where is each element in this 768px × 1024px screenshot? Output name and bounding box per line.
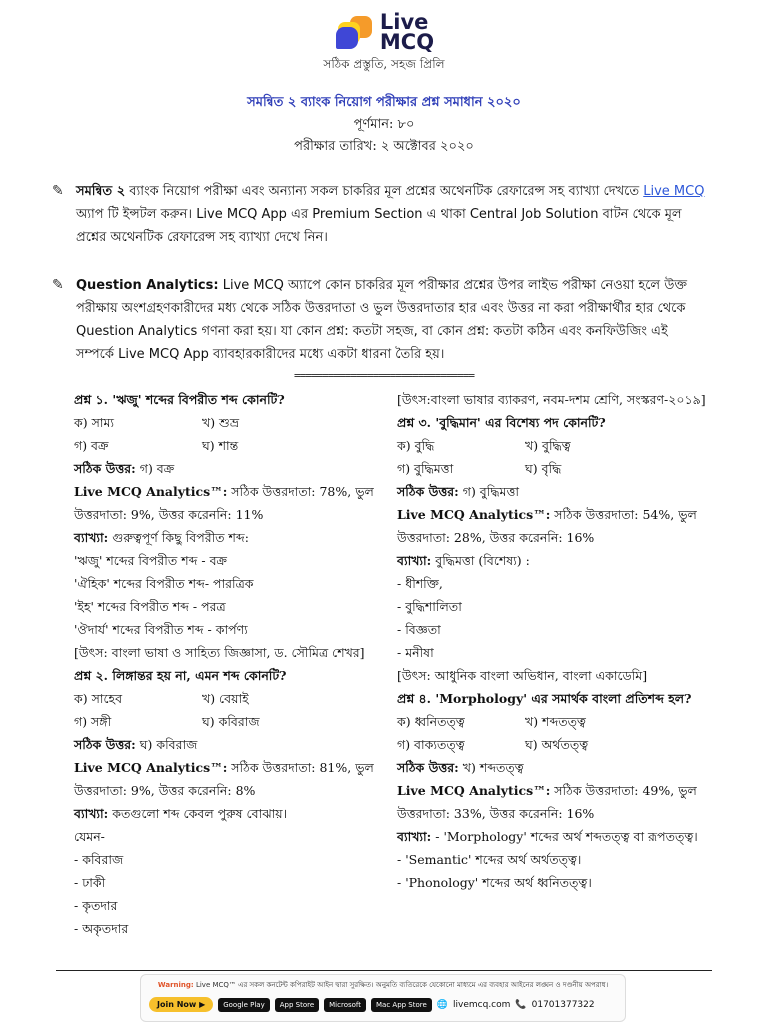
option: ক) বুদ্ধি [397, 438, 435, 453]
question-4-options [397, 710, 717, 756]
option: গ) বুদ্ধিমত্তা [397, 461, 454, 476]
logo-line1: Live [379, 10, 429, 34]
option: ঘ) শান্ত [202, 438, 239, 453]
explanation-line: - মনীষা [397, 645, 434, 660]
phone-number: 01701377322 [531, 999, 595, 1010]
explanation-line: - কবিরাজ [74, 852, 124, 867]
question-1: প্রশ্ন ১. 'ঋজু' শব্দের বিপরীত শব্দ কোনটি? [74, 392, 285, 407]
tagline: সঠিক প্রস্তুতি, সহজ প্রিলি [323, 57, 445, 71]
option: ক) ধ্বনিতত্ত্ব [397, 714, 465, 729]
explanation-1: ব্যাখ্যা: গুরুত্বপূর্ণ কিছু বিপরীত শব্দ: [74, 530, 249, 545]
answer-2: সঠিক উত্তর: ঘ) কবিরাজ [74, 737, 198, 752]
answer-1: সঠিক উত্তর: গ) বক্র [74, 461, 175, 476]
right-column [397, 388, 717, 894]
source-citation: [উৎস: বাংলা ভাষা ও সাহিত্য জিজ্ঞাসা, ড. সৌমিত্র শেখর] [74, 645, 365, 660]
explanation-line: 'ঔদার্য' শব্দের বিপরীত শব্দ - কার্পণ্য [74, 622, 248, 637]
option: খ) শুভ্র [202, 415, 240, 430]
intro-install-paragraph [52, 180, 706, 249]
intro1-bold: সমন্বিত ২ [76, 184, 126, 199]
exam-date: পরীক্ষার তারিখ: ২ অক্টোবর ২০২০ [294, 139, 474, 154]
pen-icon: ✎ [52, 277, 64, 293]
total-marks: পূর্ণমান: ৮০ [353, 117, 415, 132]
live-mcq-logo [334, 12, 434, 52]
explanation-line: - অকৃতদার [74, 921, 129, 936]
option: ঘ) অর্থতত্ত্ব [525, 737, 589, 752]
option: ঘ) বৃদ্ধি [525, 461, 562, 476]
intro2-bold: Question Analytics: [76, 278, 219, 293]
explanation-line: যেমন- [74, 829, 105, 844]
option: খ) বেয়াই [202, 691, 249, 706]
intro1-text-b: অ্যাপ টি ইন্সটল করুন। Live MCQ App এর Premium Section এ থাকা Central Job Solution বাটন থেকে মূল প্রশ্নের অথেনটিক রেফারেন্স সহ ব্যাখ্যা দেখে নিন। [76, 207, 682, 245]
explanation-line: - কৃতদার [74, 898, 118, 913]
answer-3: সঠিক উত্তর: গ) বুদ্ধিমত্তা [397, 484, 520, 499]
option: গ) বাক্যতত্ত্ব [397, 737, 465, 752]
logo-line2: MCQ [379, 30, 435, 54]
question-2-options [74, 687, 374, 733]
analytics-3: Live MCQ Analytics™: সঠিক উত্তরদাতা: 54%, ভুল উত্তরদাতা: 28%, উত্তর করেননি: 16% [397, 507, 697, 545]
google-play-badge[interactable]: Google Play [218, 998, 270, 1012]
option: খ) বুদ্ধিত্ব [525, 438, 571, 453]
source-citation: [উৎস:বাংলা ভাষার ব্যাকরণ, নবম-দশম শ্রেণি, সংস্করণ-২০১৯] [397, 392, 706, 407]
footer-divider [56, 970, 712, 971]
copyright-warning: Warning: Live MCQ™ এর সকল কনটেন্ট কপিরাইট আইন দ্বারা সুরক্ষিত। অনুমতি ব্যতিরেকে যেকোনো মাধ্যমে এর ব্যবহার আইনের লঙ্ঘন ও দণ্ডনীয় অপরাধ। [157, 981, 609, 989]
explanation-line: - 'Semantic' শব্দের অর্থ অর্থতত্ত্ব। [397, 852, 582, 867]
option: গ) সঙ্গী [74, 714, 112, 729]
question-3-options [397, 434, 717, 480]
intro2-text: Live MCQ অ্যাপে কোন চাকরির মূল পরীক্ষার প্রশ্নের উপর লাইভ পরীক্ষা নেওয়া হলে উক্ত পরীক্ষায় অংশগ্রহণকারীদের মধ্য থেকে সঠিক উত্তরদাতা ও ভুল উত্তরদাতার হার এবং উত্তর না করা পরীক্ষার্থীর হার থেকে Question Analytics গণনা করা হয়। যা কোন প্রশ্ন: কতটা সহজ, বা কোন প্রশ্ন: কতটা কঠিন এবং কনফিউজিং এই সম্পর্কে Live MCQ App ব্যাবহারকারীদের মধ্যে একটা ধারনা তৈরি হয়। [76, 278, 687, 362]
intro-analytics-paragraph [52, 274, 706, 366]
answer-4: সঠিক উত্তর: খ) শব্দতত্ত্ব [397, 760, 524, 775]
document-title: সমন্বিত ২ ব্যাংক নিয়োগ পরীক্ষার প্রশ্ন সমাধান ২০২০ [247, 95, 521, 110]
explanation-3: ব্যাখ্যা: বুদ্ধিমত্তা (বিশেষ্য) : [397, 553, 530, 568]
option: গ) বক্র [74, 438, 109, 453]
analytics-1: Live MCQ Analytics™: সঠিক উত্তরদাতা: 78%, ভুল উত্তরদাতা: 9%, উত্তর করেননি: 11% [74, 484, 374, 522]
explanation-line: 'ঐহিক' শব্দের বিপরীত শব্দ- পারত্রিক [74, 576, 254, 591]
explanation-line: - 'Phonology' শব্দের অর্থ ধ্বনিতত্ত্ব। [397, 875, 592, 890]
pen-icon: ✎ [52, 183, 64, 199]
join-now-button[interactable]: Join Now ▶ [149, 997, 213, 1012]
mac-app-store-badge[interactable]: Mac App Store [371, 998, 432, 1012]
explanation-line: - বুদ্ধিশালিতা [397, 599, 462, 614]
question-4: প্রশ্ন ৪. 'Morphology' এর সমার্থক বাংলা প্রতিশব্দ হল? [397, 691, 692, 706]
globe-icon: 🌐 [436, 999, 449, 1010]
explanation-2: ব্যাখ্যা: কতগুলো শব্দ কেবল পুরুষ বোঝায়। [74, 806, 288, 821]
analytics-2: Live MCQ Analytics™: সঠিক উত্তরদাতা: 81%, ভুল উত্তরদাতা: 9%, উত্তর করেননি: 8% [74, 760, 374, 798]
option: খ) শব্দতত্ত্ব [525, 714, 586, 729]
option: ঘ) কবিরাজ [202, 714, 260, 729]
microsoft-store-badge[interactable]: Microsoft [324, 998, 366, 1012]
explanation-line: 'ঋজু' শব্দের বিপরীত শব্দ - বক্র [74, 553, 227, 568]
explanation-4: ব্যাখ্যা: - 'Morphology' শব্দের অর্থ শব্দতত্ত্ব বা রূপতত্ত্ব। [397, 829, 698, 844]
question-2: প্রশ্ন ২. লিঙ্গান্তর হয় না, এমন শব্দ কোনটি? [74, 668, 287, 683]
page-header [0, 12, 768, 76]
explanation-line: - ধীশক্তি, [397, 576, 443, 591]
website-link[interactable]: livemcq.com [453, 999, 511, 1010]
separator-line: ================================ [294, 369, 474, 382]
explanation-line: - বিজ্ঞতা [397, 622, 441, 637]
source-citation: [উৎস: আধুনিক বাংলা অভিধান, বাংলা একাডেমি] [397, 668, 648, 683]
option: ক) সাম্য [74, 415, 115, 430]
question-3: প্রশ্ন ৩. 'বুদ্ধিমান' এর বিশেষ্য পদ কোনটি? [397, 415, 606, 430]
intro1-text-a: ব্যাংক নিয়োগ পরীক্ষা এবং অন্যান্য সকল চাকরির মূল প্রশ্নের অথেনটিক রেফারেন্স সহ ব্যাখ্যা দেখতে [125, 184, 644, 199]
explanation-line: - ঢাকী [74, 875, 106, 890]
question-1-options [74, 411, 374, 457]
phone-icon: 📞 [515, 999, 527, 1010]
explanation-line: 'ইহ' শব্দের বিপরীত শব্দ - পরত্র [74, 599, 226, 614]
logo-icon [334, 14, 374, 50]
left-column [74, 388, 374, 940]
app-store-badge[interactable]: App Store [275, 998, 319, 1012]
option: ক) সাহেব [74, 691, 123, 706]
live-mcq-link[interactable]: Live MCQ [643, 184, 705, 199]
analytics-4: Live MCQ Analytics™: সঠিক উত্তরদাতা: 49%, ভুল উত্তরদাতা: 33%, উত্তর করেননি: 16% [397, 783, 697, 821]
footer-banner [140, 974, 626, 1022]
